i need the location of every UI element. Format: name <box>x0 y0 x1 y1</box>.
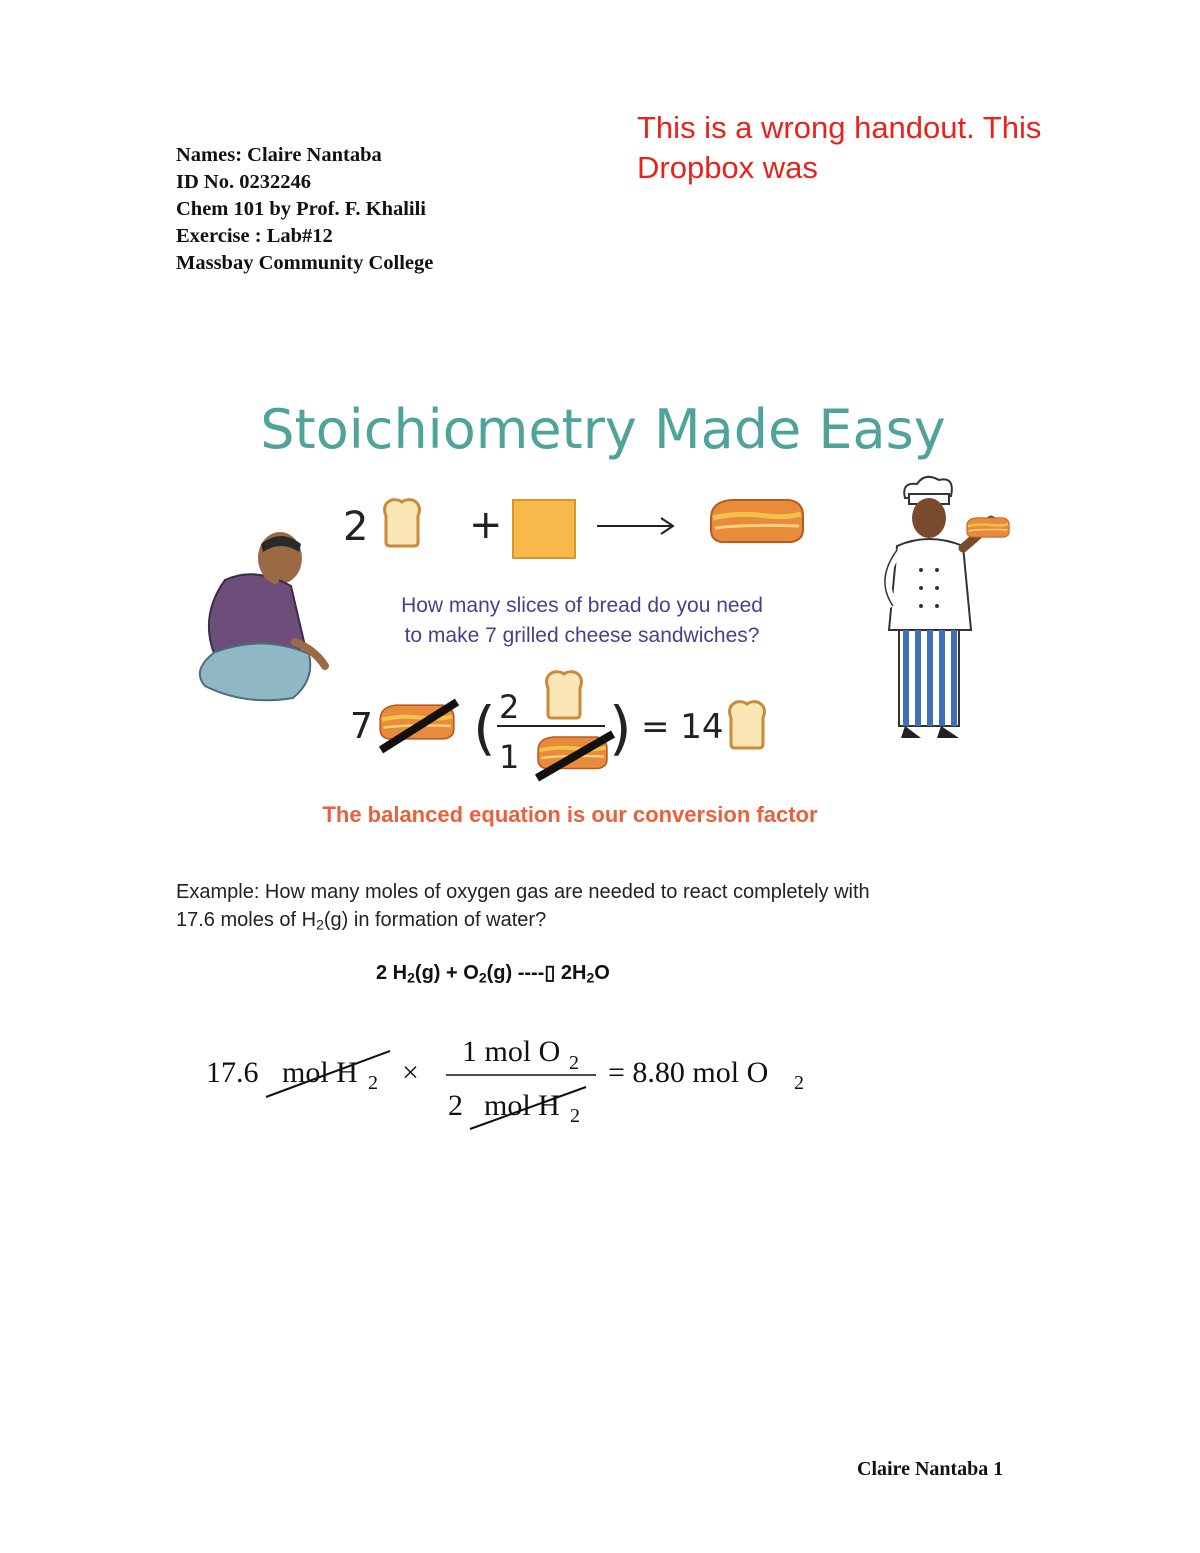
fraction-denominator: 1 <box>499 738 520 776</box>
open-paren: ( <box>473 694 496 762</box>
calc-lead-number: 7 <box>350 706 373 747</box>
reaction-arrow-icon <box>597 518 673 534</box>
student-names: Names: Claire Nantaba <box>176 144 382 166</box>
chef-illustration <box>885 477 1009 738</box>
close-paren: ) <box>609 694 632 762</box>
wrong-handout-note <box>637 108 1107 188</box>
bread-coefficient: 2 <box>343 504 369 550</box>
ratio-denominator-subscript: 2 <box>570 1105 580 1127</box>
given-unit-subscript: 2 <box>368 1072 378 1094</box>
calculation-result: = 8.80 mol O <box>608 1056 769 1089</box>
college-name: Massbay Community College <box>176 252 434 274</box>
question-line-2: to make 7 grilled cheese sandwiches? <box>404 624 760 647</box>
student-id: ID No. 0232246 <box>176 171 311 193</box>
mole-ratio-calculation <box>200 1025 840 1145</box>
stoichiometry-infographic <box>185 380 1045 840</box>
exercise-label: Exercise : Lab#12 <box>176 225 333 247</box>
example-question-line-1: Example: How many moles of oxygen gas are needed to react completely with <box>176 881 870 903</box>
calc-result: = 14 <box>641 707 724 747</box>
calculation-result-subscript: 2 <box>794 1072 804 1094</box>
plus-sign: + <box>469 502 503 548</box>
question-line-1: How many slices of bread do you need <box>401 594 763 617</box>
bread-icon <box>385 500 420 546</box>
page-footer: Claire Nantaba 1 <box>857 1458 1004 1480</box>
times-sign: × <box>402 1056 419 1089</box>
example-question-line-2: 17.6 moles of $H_2(g)$ in formation of water? <box>176 909 547 933</box>
bread-icon-numerator <box>547 672 582 718</box>
infographic-title: Stoichiometry Made Easy <box>260 398 946 461</box>
student-info-block <box>176 142 433 277</box>
note-line-2: Dropbox was <box>637 150 818 185</box>
note-line-1: This is a wrong handout. This <box>637 110 1042 145</box>
arrow-glyph: ▯ <box>544 962 556 984</box>
cheese-icon <box>513 500 575 558</box>
given-amount: 17.6 <box>206 1056 259 1089</box>
ratio-denominator-unit: mol H <box>484 1089 560 1122</box>
thinking-man-illustration <box>200 532 325 700</box>
ratio-numerator-subscript: 2 <box>569 1052 579 1074</box>
crossed-sandwich-icon <box>380 702 457 750</box>
fraction-numerator: 2 <box>499 688 520 726</box>
course-name: Chem 101 by Prof. F. Khalili <box>176 198 427 220</box>
bread-icon-result <box>730 702 765 748</box>
example-question <box>176 878 1016 934</box>
conversion-factor-caption: The balanced equation is our conversion factor <box>322 802 818 827</box>
ratio-numerator: 1 mol O <box>462 1035 561 1068</box>
crossed-sandwich-icon-denominator <box>537 734 613 778</box>
ratio-denominator: 2 <box>448 1089 463 1122</box>
sandwich-icon <box>711 500 803 542</box>
balanced-chemical-equation: 2 $H_2(g) + O_2(g)$ ----▯ $2H_2O$ <box>376 962 610 986</box>
given-unit: mol H <box>282 1056 358 1089</box>
